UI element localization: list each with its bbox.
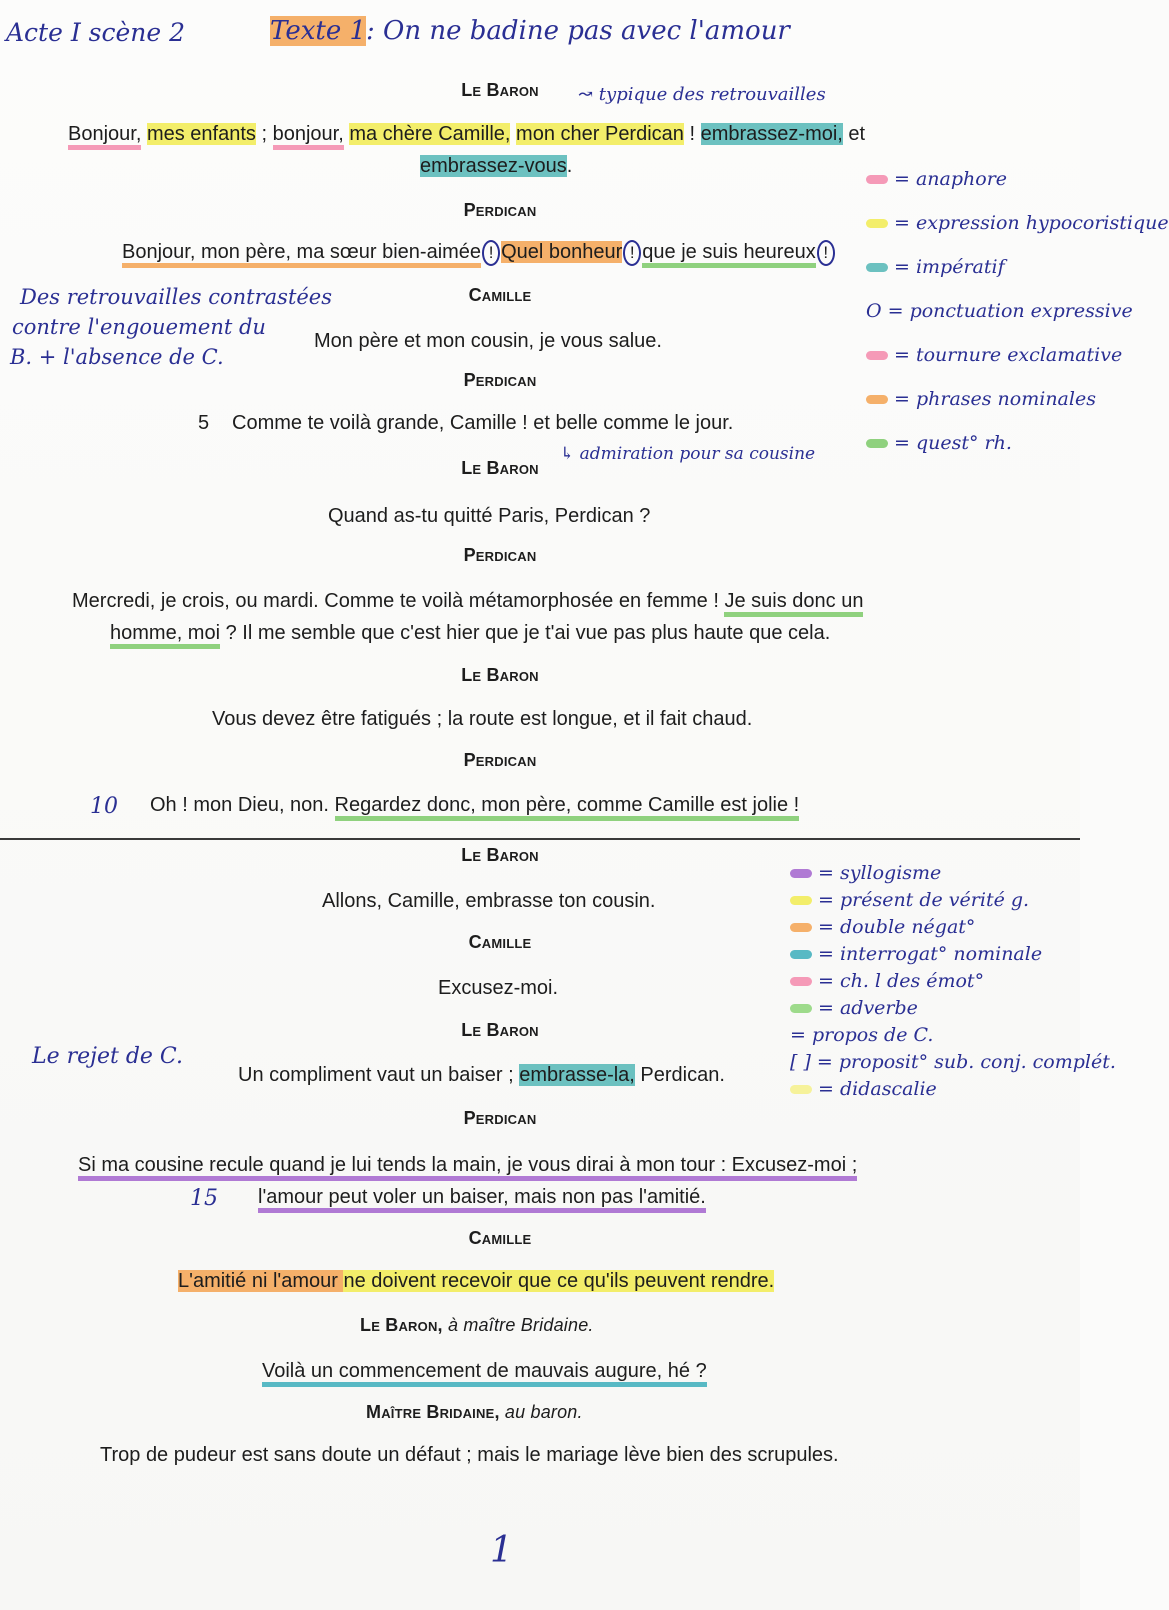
legend-swatch bbox=[866, 263, 888, 272]
speaker-baron: Le Baron bbox=[461, 665, 539, 685]
line-5: Comme te voilà grande, Camille ! et belle comme le jour. bbox=[232, 412, 734, 434]
annotation-left-1: Des retrouvailles contrastées bbox=[20, 285, 333, 309]
legend-swatch bbox=[790, 977, 812, 986]
legend-swatch bbox=[790, 1085, 812, 1094]
legend-item bbox=[790, 916, 1080, 943]
legend-item bbox=[866, 388, 1096, 432]
annotation-typique: ↝ typique des retrouvailles bbox=[578, 84, 826, 105]
legend-item bbox=[866, 256, 1076, 300]
legend-label: = tournure exclamative bbox=[894, 344, 1123, 366]
line-number-15: 15 bbox=[190, 1186, 218, 1211]
legend-item bbox=[866, 212, 1169, 256]
legend-label: = adverbe bbox=[818, 997, 918, 1019]
legend-item bbox=[790, 970, 1080, 997]
legend-label: O = ponctuation expressive bbox=[866, 300, 1133, 322]
speaker-baron: Le Baron bbox=[461, 458, 539, 478]
act-scene-heading: Acte I scène 2 bbox=[6, 18, 186, 47]
legend-label: = propos de C. bbox=[790, 1024, 934, 1046]
legend-label: = syllogisme bbox=[818, 862, 942, 884]
legend-item bbox=[790, 1078, 1080, 1105]
annotation-rejet: Le rejet de C. bbox=[32, 1044, 183, 1069]
speaker-camille: Camille bbox=[468, 285, 532, 305]
legend-label: = phrases nominales bbox=[894, 388, 1096, 410]
line-number-5: 5 bbox=[198, 412, 210, 434]
legend-swatch bbox=[790, 923, 812, 932]
legend-label: = impératif bbox=[894, 256, 1005, 278]
legend-label: = anaphore bbox=[894, 168, 1008, 190]
speaker-bridaine-direction: Maître Bridaine, au baron. bbox=[366, 1402, 583, 1422]
line-16: L'amitié ni l'amour ne doivent recevoir que ce qu'ils peuvent rendre. bbox=[178, 1270, 775, 1292]
line-18: Trop de pudeur est sans doute un défaut ; mais le mariage lève bien des scrupules. bbox=[100, 1444, 839, 1466]
legend-label: = double négat° bbox=[818, 916, 976, 938]
line-3: Bonjour, mon père, ma sœur bien-aimée ! Quel bonheur ! que je suis heureux ! bbox=[122, 240, 836, 266]
legend-swatch bbox=[866, 395, 888, 404]
speaker-baron: Le Baron bbox=[461, 80, 539, 100]
annotation-left-3: B. + l'absence de C. bbox=[10, 345, 224, 369]
legend-swatch bbox=[866, 439, 888, 448]
speaker-perdican: Perdican bbox=[463, 370, 537, 390]
speaker-perdican: Perdican bbox=[463, 1108, 537, 1128]
annotation-admiration: ↳ admiration pour sa cousine bbox=[560, 444, 816, 464]
line-6: Quand as-tu quitté Paris, Perdican ? bbox=[328, 505, 651, 527]
line-13: Un compliment vaut un baiser ; embrasse-la, Perdican. bbox=[238, 1064, 725, 1086]
line-number-10: 10 bbox=[90, 794, 118, 819]
legend-top bbox=[866, 168, 1169, 476]
legend-label: = didascalie bbox=[818, 1078, 937, 1100]
legend-item bbox=[790, 1051, 1116, 1078]
title-text: : On ne badine pas avec l'amour bbox=[366, 16, 790, 46]
text-title bbox=[270, 16, 790, 46]
legend-item bbox=[866, 168, 1076, 212]
speaker-baron-direction: Le Baron, à maître Bridaine. bbox=[360, 1315, 594, 1335]
line-4: Mon père et mon cousin, je vous salue. bbox=[314, 330, 662, 352]
page-divider bbox=[0, 838, 1080, 840]
legend-swatch bbox=[790, 950, 812, 959]
speaker-perdican: Perdican bbox=[463, 750, 537, 770]
speaker-perdican: Perdican bbox=[463, 200, 537, 220]
legend-bottom bbox=[790, 862, 1116, 1105]
line-17: Voilà un commencement de mauvais augure, hé ? bbox=[262, 1360, 707, 1383]
legend-item bbox=[866, 344, 1123, 388]
speaker-baron: Le Baron bbox=[461, 1020, 539, 1040]
speaker-baron: Le Baron bbox=[461, 845, 539, 865]
line-8: homme, moi ? Il me semble que c'est hier que je t'ai vue pas plus haute que cela. bbox=[110, 622, 830, 645]
legend-item bbox=[866, 300, 1133, 344]
legend-swatch bbox=[790, 869, 812, 878]
legend-label: = interrogat° nominale bbox=[818, 943, 1043, 965]
title-prefix: Texte 1 bbox=[270, 16, 367, 46]
line-7: Mercredi, je crois, ou mardi. Comme te voilà métamorphosée en femme ! Je suis donc un bbox=[72, 590, 863, 613]
legend-item bbox=[790, 1024, 1080, 1051]
legend-item bbox=[790, 943, 1080, 970]
line-11: Allons, Camille, embrasse ton cousin. bbox=[322, 890, 656, 912]
line-1: Bonjour, mes enfants ; bonjour, ma chère Camille, mon cher Perdican ! embrassez-moi, et bbox=[68, 123, 865, 146]
line-2: embrassez-vous. bbox=[420, 155, 573, 177]
legend-swatch bbox=[790, 1004, 812, 1013]
line-10: Oh ! mon Dieu, non. Regardez donc, mon père, comme Camille est jolie ! bbox=[150, 794, 799, 817]
speaker-camille: Camille bbox=[468, 932, 532, 952]
line-15: l'amour peut voler un baiser, mais non pas l'amitié. bbox=[258, 1186, 706, 1209]
page-number: 1 bbox=[490, 1530, 513, 1571]
legend-label: = présent de vérité g. bbox=[818, 889, 1030, 911]
line-14: Si ma cousine recule quand je lui tends la main, je vous dirai à mon tour : Excusez-moi ; bbox=[78, 1154, 857, 1177]
legend-swatch bbox=[866, 219, 888, 228]
legend-item bbox=[790, 997, 1080, 1024]
legend-label: = ch. l des émot° bbox=[818, 970, 985, 992]
speaker-perdican: Perdican bbox=[463, 545, 537, 565]
legend-label: = expression hypocoristique bbox=[894, 212, 1169, 234]
annotation-left-2: contre l'engouement du bbox=[12, 315, 266, 339]
legend-item bbox=[866, 432, 1076, 476]
legend-item bbox=[790, 889, 1080, 916]
legend-item bbox=[790, 862, 1080, 889]
legend-label: [ ] = proposit° sub. conj. complét. bbox=[790, 1051, 1116, 1073]
line-9: Vous devez être fatigués ; la route est longue, et il fait chaud. bbox=[212, 708, 753, 730]
speaker-camille: Camille bbox=[468, 1228, 532, 1248]
legend-swatch bbox=[866, 175, 888, 184]
legend-swatch bbox=[866, 351, 888, 360]
line-12: Excusez-moi. bbox=[438, 977, 559, 999]
legend-label: = quest° rh. bbox=[894, 432, 1012, 454]
legend-swatch bbox=[790, 896, 812, 905]
